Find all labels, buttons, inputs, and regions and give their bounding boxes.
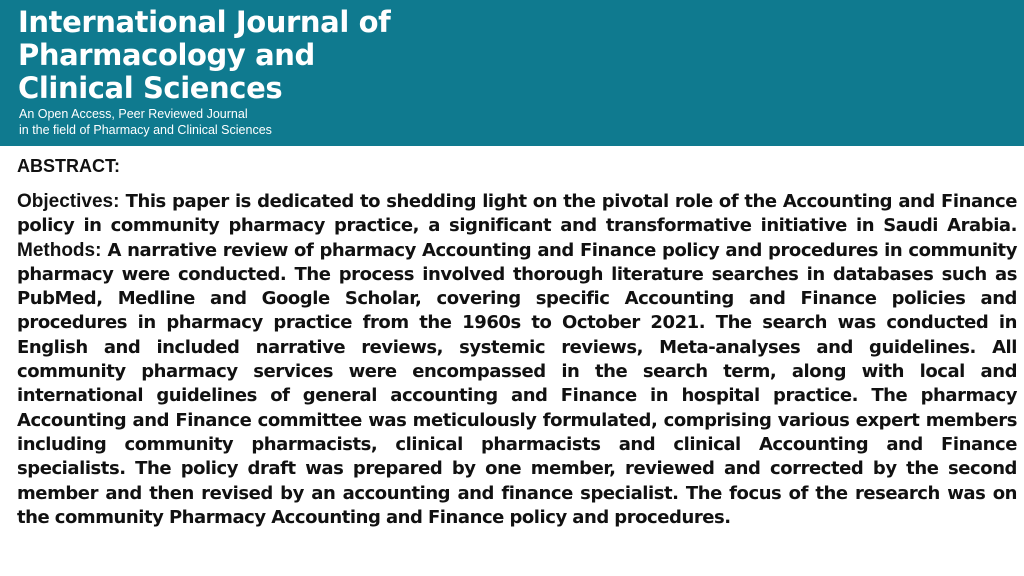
journal-tagline [19, 106, 519, 138]
journal-title [18, 6, 638, 105]
abstract-heading: ABSTRACT: [17, 156, 120, 176]
journal-tagline-line-1: An Open Access, Peer Reviewed Journal [19, 107, 248, 121]
journal-tagline-line-2: in the field of Pharmacy and Clinical Sciences [19, 123, 272, 137]
journal-title-line-1: International Journal of [18, 5, 391, 39]
journal-header-banner [0, 0, 1024, 146]
journal-title-line-3: Clinical Sciences [18, 71, 283, 105]
journal-title-line-2: Pharmacology and [18, 38, 315, 72]
methods-label: Methods: [17, 239, 102, 261]
objectives-label: Objectives: [17, 191, 120, 212]
abstract-body [17, 190, 1017, 530]
objectives-text: This paper is dedicated to shedding light on the pivotal role of the Accounting and Finance policy in community pharmacy practice, a significant and transformative initiative in Saudi Arabia. [17, 191, 1017, 237]
methods-text: A narrative review of pharmacy Accounting and Finance policy and procedures in community pharmacy were conducted. The process involved thorough literature searches in databases such as PubMed, Medline and Google Scholar, covering specific Accounting and Finance policies and procedures in pharmacy practice from the 1960s to October 2021. The search was conducted in English and included narrative reviews, systemic reviews, Meta-analyses and guidelines. All community pharmacy services were encompassed in the search term, along with local and international guidelines of general accounting and Finance in hospital practice. The pharmacy Accounting and Finance committee was meticulously formulated, comprising various expert members including community pharmacists, clinical pharmacists and clinical Accounting and Finance specialists. The policy draft was prepared by one member, reviewed and corrected by the second member and then revised by an accounting and finance specialist. The focus of the research was on the community Pharmacy Accounting and Finance policy and procedures. [17, 239, 1017, 528]
